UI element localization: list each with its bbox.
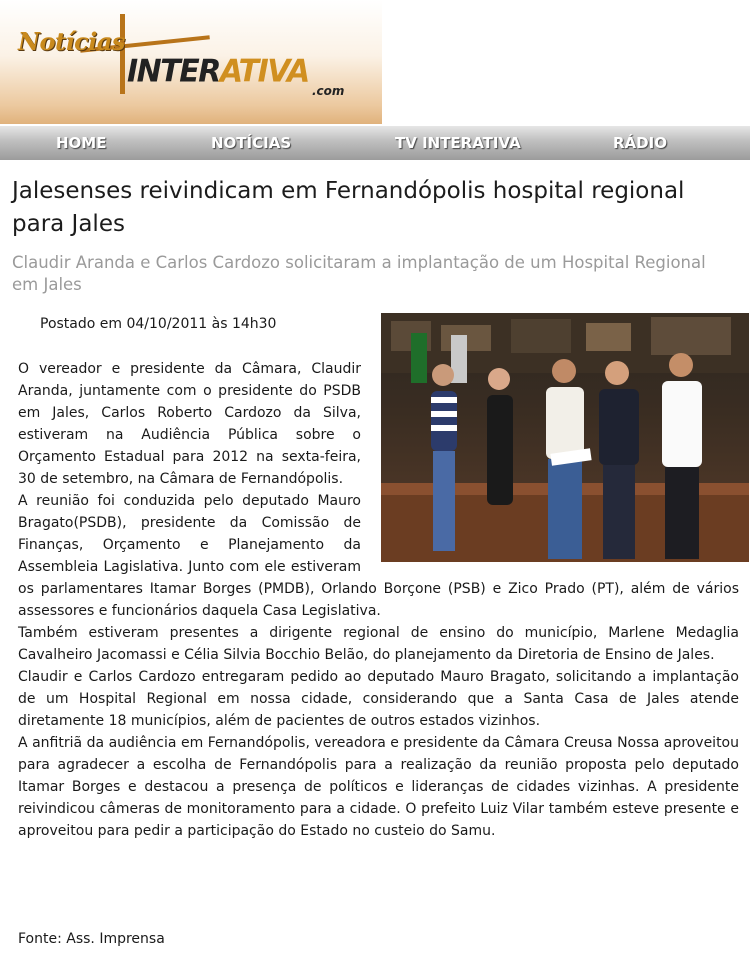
- article-paragraph: Claudir e Carlos Cardozo entregaram pedido ao deputado Mauro Bragato, solicitando a implantação de um Hospital Regional em nossa cidade, considerando que a Santa Casa de Jales atende diretamente 18 municípios, além de pacientes de outros estados vizinhos.: [18, 669, 739, 729]
- article-paragraph: O vereador e presidente da Câmara, Claudir Aranda, juntamente com o presidente do PSDB em Jales, Carlos Roberto Cardozo da Silva, estiveram na Audiência Pública sobre o Orçamento Estadual para 2012 na sexta-feira, 30 de setembro, na Câmara de Fernandópolis.: [18, 361, 361, 487]
- article-source: Fonte: Ass. Imprensa: [18, 931, 165, 947]
- logo-word-interativa: [127, 53, 309, 90]
- article-title: Jalesenses reivindicam em Fernandópolis hospital regional para Jales: [12, 178, 685, 237]
- nav-radio[interactable]: RÁDIO: [613, 134, 667, 152]
- nav-tv-interativa[interactable]: TV INTERATIVA: [395, 134, 521, 152]
- logo-suffix: .com: [312, 84, 345, 98]
- logo-word-noticias: Notícias: [18, 27, 125, 56]
- article-paragraph: A reunião foi conduzida pelo deputado Mauro Bragato(PSDB), presidente da Comissão de Finanças, Orçamento e Planejamento da Assembleia Lagislativa. Junto com ele estiveram os parlamentares Itamar Borges (PMDB), Orlando Borçone (PSB) e Zico Prado (PT), além de vários assessores e funcionários daquela Casa Legislativa.: [18, 493, 739, 619]
- article-subtitle: Claudir Aranda e Carlos Cardozo solicitaram a implantação de um Hospital Regional em Jales: [12, 253, 706, 294]
- logo-inter: INTER: [127, 53, 220, 90]
- nav-home[interactable]: HOME: [56, 134, 107, 152]
- logo-ativa: ATIVA: [219, 53, 309, 90]
- main-nav: [0, 126, 750, 160]
- nav-noticias[interactable]: NOTÍCIAS: [211, 134, 292, 152]
- article-paragraph: A anfitriã da audiência em Fernandópolis, vereadora e presidente da Câmara Creusa Nossa aproveitou para agradecer a escolha de Fernandópolis para a realização da reunião proposta pelo deputado Itamar Borges e destacou a presença de políticos e lideranças de cidades vizinhas. A presidente reivindicou câmeras de monitoramento para a cidade. O prefeito Luiz Vilar também esteve presente e aproveitou para pedir a participação do Estado no custeio do Samu.: [18, 735, 739, 839]
- article-paragraph: Também estiveram presentes a dirigente regional de ensino do município, Marlene Medaglia Cavalheiro Jacomassi e Célia Silvia Bocchio Belão, do planejamento da Diretoria de Ensino de Jales.: [18, 625, 739, 663]
- article-body: [18, 358, 739, 842]
- photo-spacer: [361, 358, 739, 561]
- post-date: Postado em 04/10/2011 às 14h30: [40, 316, 277, 332]
